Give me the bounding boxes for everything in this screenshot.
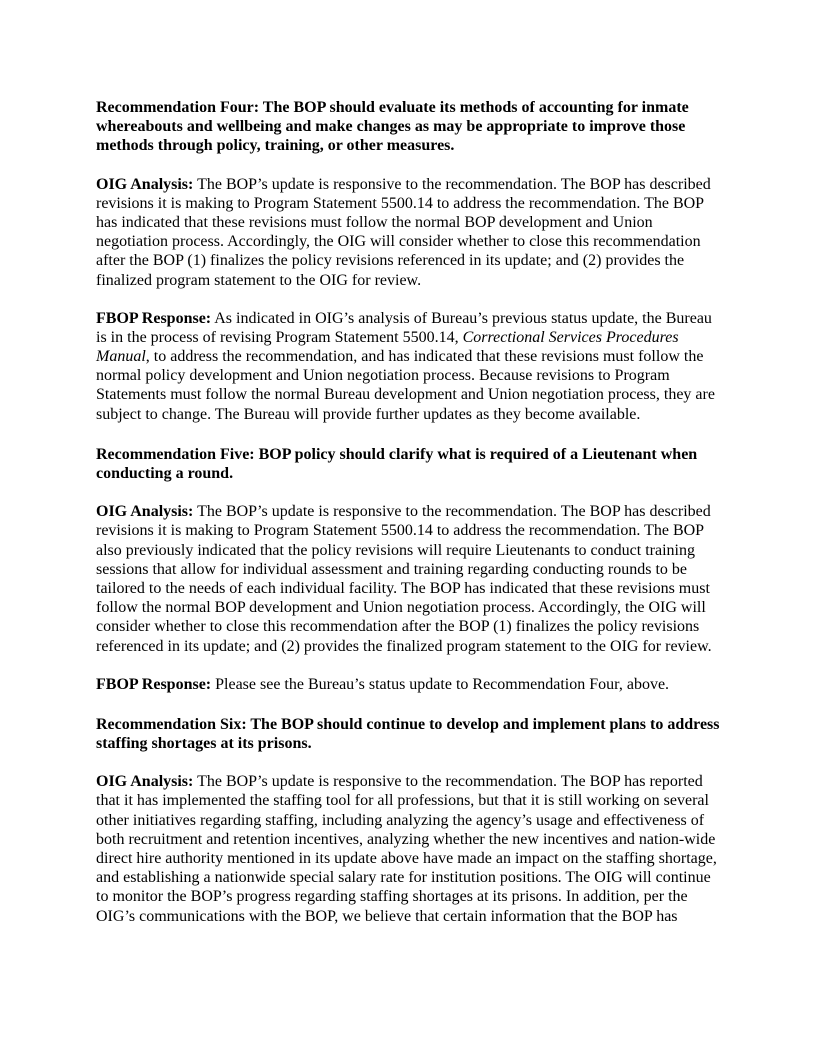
fbop-response-paragraph <box>96 675 720 694</box>
fbop-response-text-before: As indicated in OIG’s analysis of Bureau’s previous status update, the Bureau is in the process of revising Program Statement 5500.14, <box>96 309 712 346</box>
recommendation-six-heading: Recommendation Six: The BOP should continue to develop and implement plans to address staffing shortages at its prisons. <box>96 715 720 753</box>
recommendation-five-section <box>96 445 720 694</box>
recommendation-four-heading: Recommendation Four: The BOP should evaluate its methods of accounting for inmate whereabouts and wellbeing and make changes as may be appropriate to improve those methods through policy, training, or other measures. <box>96 99 689 155</box>
fbop-response-text: Please see the Bureau’s status update to Recommendation Four, above. <box>211 675 670 693</box>
program-statement-title: Correctional Services Procedures Manual <box>96 328 679 366</box>
recommendation-six-section <box>96 715 720 926</box>
fbop-response-paragraph <box>96 309 720 424</box>
oig-analysis-paragraph <box>96 502 720 656</box>
oig-analysis-text: The BOP’s update is responsive to the recommendation. The BOP has described revisions it is making to Program Statement 5500.14 to address the recommendation. The BOP also previously indicated that the policy revisions will require Lieutenants to conduct training sessions that allow for individual assessment and training regarding conducting rounds to be tailored to the needs of each individual facility. The BOP has indicated that these revisions must follow the normal BOP development and Union negotiation process. Accordingly, the OIG will consider whether to close this recommendation after the BOP (1) finalizes the policy revisions referenced in its update; and (2) provides the finalized program statement to the OIG for review. <box>96 503 712 655</box>
oig-analysis-label: OIG Analysis: <box>96 773 194 791</box>
oig-analysis-label: OIG Analysis: <box>96 175 194 193</box>
oig-analysis-label: OIG Analysis: <box>96 503 194 521</box>
fbop-response-text-after: , to address the recommendation, and has indicated that these revisions must follow the normal policy development and Union negotiation process. Because revisions to Program Statements must follow the normal Bureau development and Union negotiation process, they are subject to change. The Bureau will provide further updates as they become available. <box>96 348 715 423</box>
oig-analysis-paragraph <box>96 175 720 290</box>
oig-analysis-text: The BOP’s update is responsive to the recommendation. The BOP has reported that it has implemented the staffing tool for all professions, but that it is still working on several other initiatives regarding staffing, including analyzing the agency’s usage and effectiveness of both recruitment and retention incentives, analyzing whether the new incentives and nation-wide direct hire authority mentioned in its update above have made an impact on the staffing shortage, and establishing a nationwide special salary rate for institution positions. The OIG will continue to monitor the BOP’s progress regarding staffing shortages at its prisons. In addition, per the OIG’s communications with the BOP, we believe that certain information that the BOP has <box>96 773 717 925</box>
oig-analysis-paragraph <box>96 772 720 926</box>
fbop-response-label: FBOP Response: <box>96 309 212 327</box>
recommendation-five-heading: Recommendation Five: BOP policy should clarify what is required of a Lieutenant when conducting a round. <box>96 445 698 482</box>
fbop-response-label: FBOP Response: <box>96 675 212 693</box>
recommendation-four-section <box>96 98 720 424</box>
oig-analysis-text: The BOP’s update is responsive to the recommendation. The BOP has described revisions it is making to Program Statement 5500.14 to address the recommendation. The BOP has indicated that these revisions must follow the normal BOP development and Union negotiation process. Accordingly, the OIG will consider whether to close this recommendation after the BOP (1) finalizes the policy revisions referenced in its update; and (2) provides the finalized program statement to the OIG for review. <box>96 175 711 289</box>
